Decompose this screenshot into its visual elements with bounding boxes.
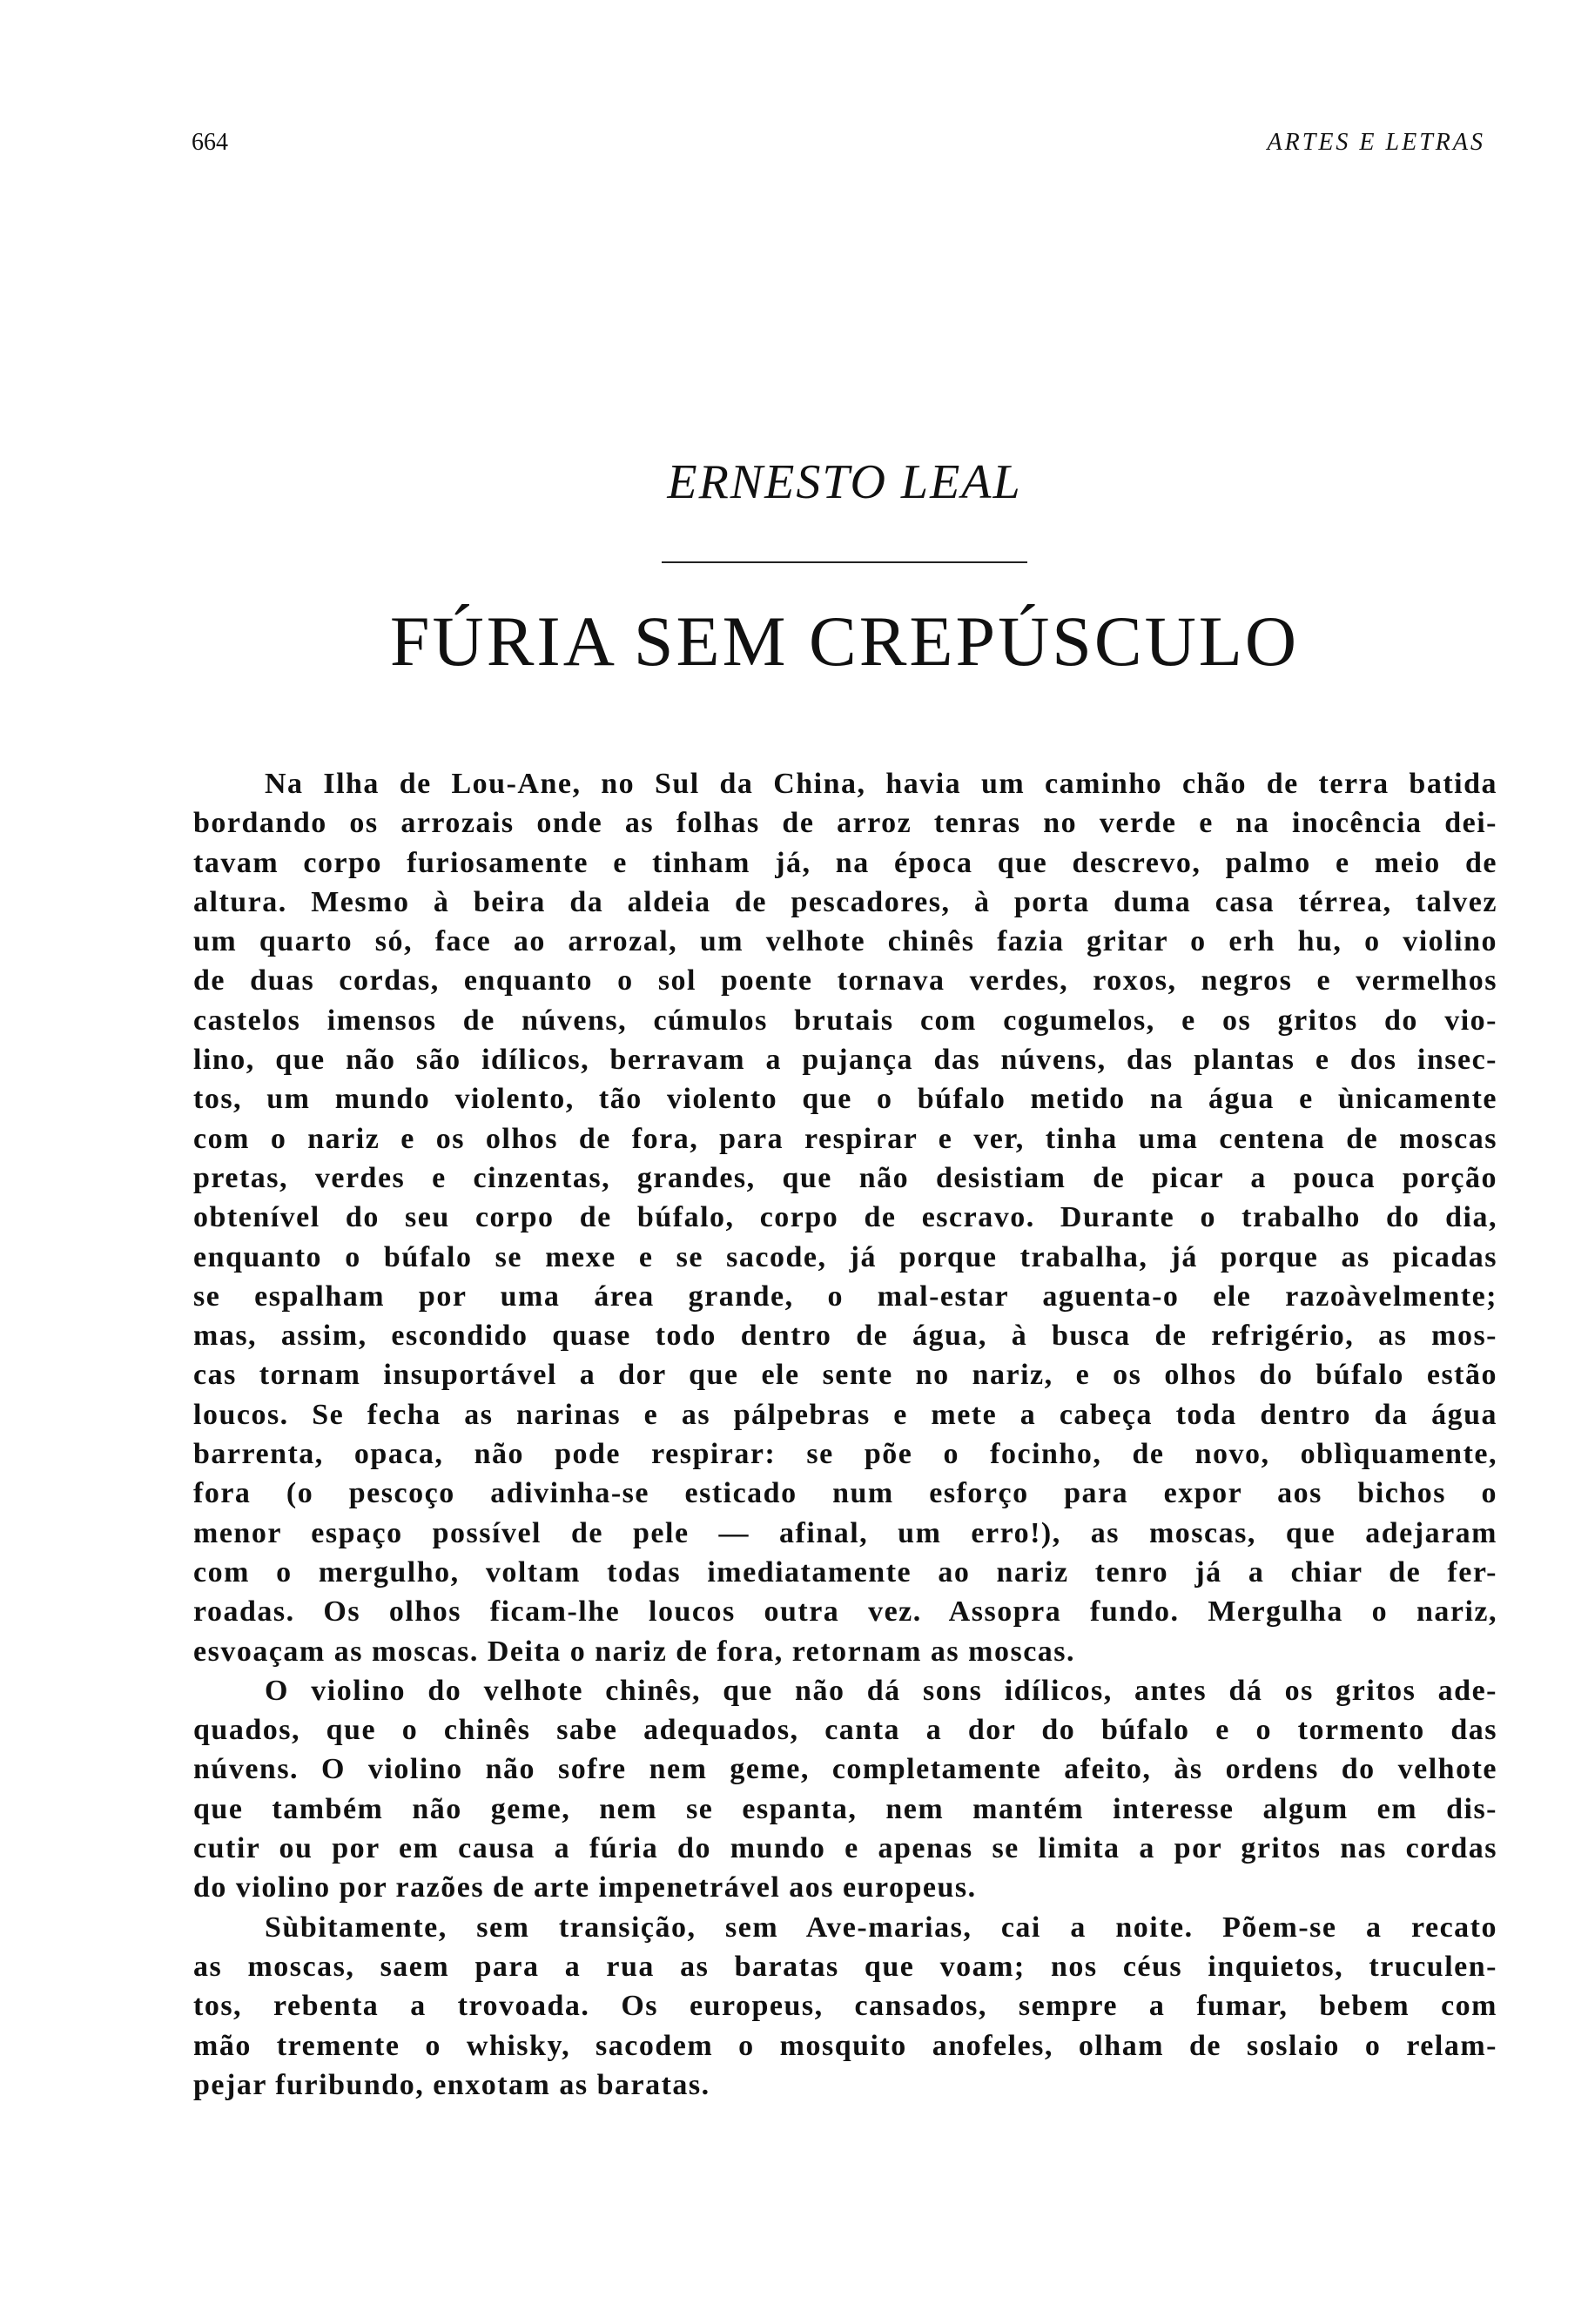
text-line: esvoaçam as moscas. Deita o nariz de fora, retornam as moscas. [193,1635,1076,1668]
paragraph [193,1908,1497,2105]
text-line: obtenível do seu corpo de búfalo, corpo de escravo. Durante o trabalho do dia, [193,1201,1497,1234]
text-line: menor espaço possível de pele — afinal, um erro!), as moscas, que adejaram [193,1516,1497,1549]
text-line: lino, que não são idílicos, berravam a pujança das núvens, das plantas e dos insec- [193,1044,1497,1077]
text-line: núvens. O violino não sofre nem geme, completamente afeito, às ordens do velhote [193,1753,1497,1786]
text-line: se espalham por uma área grande, o mal-estar aguenta-o ele razoàvelmente; [193,1280,1497,1313]
title-divider [662,561,1027,563]
text-line: cutir ou por em causa a fúria do mundo e apenas se limita a por gritos nas cordas [193,1832,1497,1865]
text-line: roadas. Os olhos ficam-lhe loucos outra vez. Assopra fundo. Mergulha o nariz, [193,1595,1497,1629]
text-line: que também não geme, nem se espanta, nem mantém interesse algum em dis- [193,1792,1497,1825]
text-line: de duas cordas, enquanto o sol poente tornava verdes, roxos, negros e vermelhos [193,964,1497,997]
text-line: as moscas, saem para a rua as baratas que voam; nos céus inquietos, truculen- [193,1950,1497,1983]
author-name: ERNESTO LEAL [667,455,1022,509]
text-line: com o nariz e os olhos de fora, para respirar e ver, tinha uma centena de moscas [193,1122,1497,1155]
text-line: barrenta, opaca, não pode respirar: se põe o focinho, de novo, oblìquamente, [193,1438,1497,1471]
text-line: tavam corpo furiosamente e tinham já, na época que descrevo, palmo e meio de [193,846,1497,879]
text-line: castelos imensos de núvens, cúmulos brutais com cogumelos, e os gritos do vio- [193,1004,1497,1037]
text-line: loucos. Se fecha as narinas e as pálpebras e mete a cabeça toda dentro da água [193,1398,1497,1431]
page-number: 664 [192,129,228,156]
text-line: cas tornam insuportável a dor que ele sente no nariz, e os olhos do búfalo estão [193,1359,1497,1392]
article-title: FÚRIA SEM CREPÚSCULO [389,601,1300,681]
text-line: tos, um mundo violento, tão violento que o búfalo metido na água e ùnicamente [193,1083,1497,1116]
text-line: tos, rebenta a trovoada. Os europeus, cansados, sempre a fumar, bebem com [193,1990,1497,2023]
text-line: do violino por razões de arte impenetrável aos europeus. [193,1871,977,1904]
text-line: com o mergulho, voltam todas imediatamente ao nariz tenro já a chiar de fer- [193,1555,1497,1589]
text-line: Na Ilha de Lou-Ane, no Sul da China, havia um caminho chão de terra batida [265,768,1497,800]
text-line: Sùbitamente, sem transição, sem Ave-marias, cai a noite. Põem-se a recato [265,1911,1497,1944]
text-line: enquanto o búfalo se mexe e se sacode, já porque trabalha, já porque as picadas [193,1240,1497,1273]
text-line: pejar furibundo, enxotam as baratas. [193,2068,710,2101]
text-line: quados, que o chinês sabe adequados, canta a dor do búfalo e o tormento das [193,1714,1497,1747]
paragraph [193,764,1497,1671]
running-title: ARTES E LETRAS [1267,129,1485,156]
text-line: mão tremente o whisky, sacodem o mosquito anofeles, olham de soslaio o relam- [193,2029,1497,2062]
article-body [193,764,1497,2105]
text-line: mas, assim, escondido quase todo dentro de água, à busca de refrigério, as mos- [193,1320,1497,1353]
text-line: altura. Mesmo à beira da aldeia de pescadores, à porta duma casa térrea, talvez [193,885,1497,918]
text-line: O violino do velhote chinês, que não dá sons idílicos, antes dá os gritos ade- [265,1674,1497,1707]
text-line: pretas, verdes e cinzentas, grandes, que não desistiam de picar a pouca porção [193,1161,1497,1194]
text-line: bordando os arrozais onde as folhas de arroz tenras no verde e na inocência dei- [193,807,1497,840]
text-line: fora (o pescoço adivinha-se esticado num esforço para expor aos bichos o [193,1477,1497,1510]
text-line: um quarto só, face ao arrozal, um velhote chinês fazia gritar o erh hu, o violino [193,925,1497,958]
paragraph [193,1671,1497,1908]
